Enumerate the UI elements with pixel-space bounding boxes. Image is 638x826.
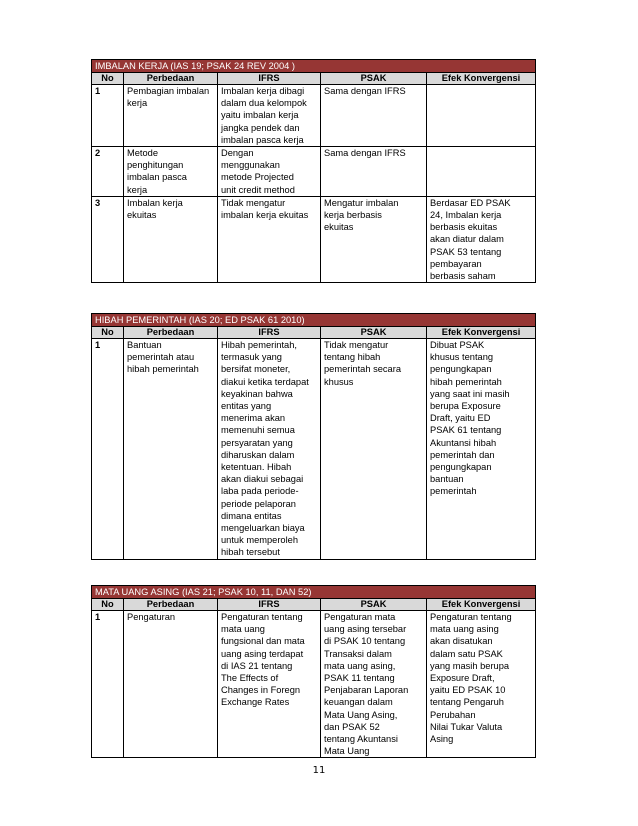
cell-ifrs: Dengan menggunakan metode Projected unit credit method <box>218 147 321 197</box>
table-row <box>92 339 536 560</box>
header-efek: Efek Konvergensi <box>427 73 536 85</box>
header-psak: PSAK <box>321 73 427 85</box>
header-ifrs: IFRS <box>218 327 321 339</box>
cell-efek: Pengaturan tentang mata uang asing akan disatukan dalam satu PSAK yang masih berupa Exposure Draft, yaitu ED PSAK 10 tentang Pengaruh Perubahan Nilai Tukar Valuta Asing <box>427 611 536 758</box>
header-ifrs: IFRS <box>218 599 321 611</box>
cell-perbedaan: Pembagian imbalan kerja <box>124 85 218 147</box>
cell-no: 2 <box>92 147 124 197</box>
table-row <box>92 147 536 197</box>
table-row <box>92 196 536 282</box>
header-ifrs: IFRS <box>218 73 321 85</box>
cell-psak: Sama dengan IFRS <box>321 147 427 197</box>
header-no: No <box>92 73 124 85</box>
cell-no: 1 <box>92 85 124 147</box>
cell-efek: Berdasar ED PSAK 24, Imbalan kerja berbasis ekuitas akan diatur dalam PSAK 53 tentang pembayaran berbasis saham <box>427 196 536 282</box>
table-title: MATA UANG ASING (IAS 21; PSAK 10, 11, DAN 52) <box>92 586 536 599</box>
cell-perbedaan: Imbalan kerja ekuitas <box>124 196 218 282</box>
header-perbedaan: Perbedaan <box>124 599 218 611</box>
table-row <box>92 611 536 758</box>
table-title: IMBALAN KERJA (IAS 19; PSAK 24 REV 2004 ) <box>92 60 536 73</box>
cell-perbedaan: Pengaturan <box>124 611 218 758</box>
cell-psak: Sama dengan IFRS <box>321 85 427 147</box>
cell-efek: Dibuat PSAK khusus tentang pengungkapan hibah pemerintah yang saat ini masih berupa Exposure Draft, yaitu ED PSAK 61 tentang Akuntansi hibah pemerintah dan pengungkapan bantuan pemerintah <box>427 339 536 560</box>
cell-perbedaan: Metode penghitungan imbalan pasca kerja <box>124 147 218 197</box>
table-mata-uang-asing <box>91 585 535 758</box>
table-imbalan-kerja <box>91 59 535 283</box>
cell-efek <box>427 147 536 197</box>
cell-ifrs: Imbalan kerja dibagi dalam dua kelompok yaitu imbalan kerja jangka pendek dan imbalan pasca kerja <box>218 85 321 147</box>
header-perbedaan: Perbedaan <box>124 73 218 85</box>
table-header-row <box>92 327 536 339</box>
header-efek: Efek Konvergensi <box>427 327 536 339</box>
cell-no: 3 <box>92 196 124 282</box>
cell-perbedaan: Bantuan pemerintah atau hibah pemerintah <box>124 339 218 560</box>
header-no: No <box>92 599 124 611</box>
cell-psak: Mengatur imbalan kerja berbasis ekuitas <box>321 196 427 282</box>
header-no: No <box>92 327 124 339</box>
cell-ifrs: Tidak mengatur imbalan kerja ekuitas <box>218 196 321 282</box>
page-number: 11 <box>312 765 326 776</box>
cell-no: 1 <box>92 339 124 560</box>
header-psak: PSAK <box>321 327 427 339</box>
table-row <box>92 85 536 147</box>
cell-ifrs: Pengaturan tentang mata uang fungsional dan mata uang asing terdapat di IAS 21 tentang The Effects of Changes in Foregn Exchange Rates <box>218 611 321 758</box>
header-perbedaan: Perbedaan <box>124 327 218 339</box>
table-header-row <box>92 599 536 611</box>
cell-ifrs: Hibah pemerintah, termasuk yang bersifat moneter, diakui ketika terdapat keyakinan bahwa entitas yang menerima akan memenuhi semua persyaratan yang diharuskan dalam ketentuan. Hibah akan diakui sebagai laba pada periode- periode pelaporan dimana entitas mengeluarkan biaya untuk memperoleh hibah tersebut <box>218 339 321 560</box>
cell-psak: Tidak mengatur tentang hibah pemerintah secara khusus <box>321 339 427 560</box>
cell-psak: Pengaturan mata uang asing tersebar di PSAK 10 tentang Transaksi dalam mata uang asing, PSAK 11 tentang Penjabaran Laporan keuangan dalam Mata Uang Asing, dan PSAK 52 tentang Akuntansi Mata Uang <box>321 611 427 758</box>
table-header-row <box>92 73 536 85</box>
header-efek: Efek Konvergensi <box>427 599 536 611</box>
table-hibah-pemerintah <box>91 313 535 560</box>
cell-efek <box>427 85 536 147</box>
header-psak: PSAK <box>321 599 427 611</box>
cell-no: 1 <box>92 611 124 758</box>
table-title: HIBAH PEMERINTAH (IAS 20; ED PSAK 61 2010) <box>92 314 536 327</box>
